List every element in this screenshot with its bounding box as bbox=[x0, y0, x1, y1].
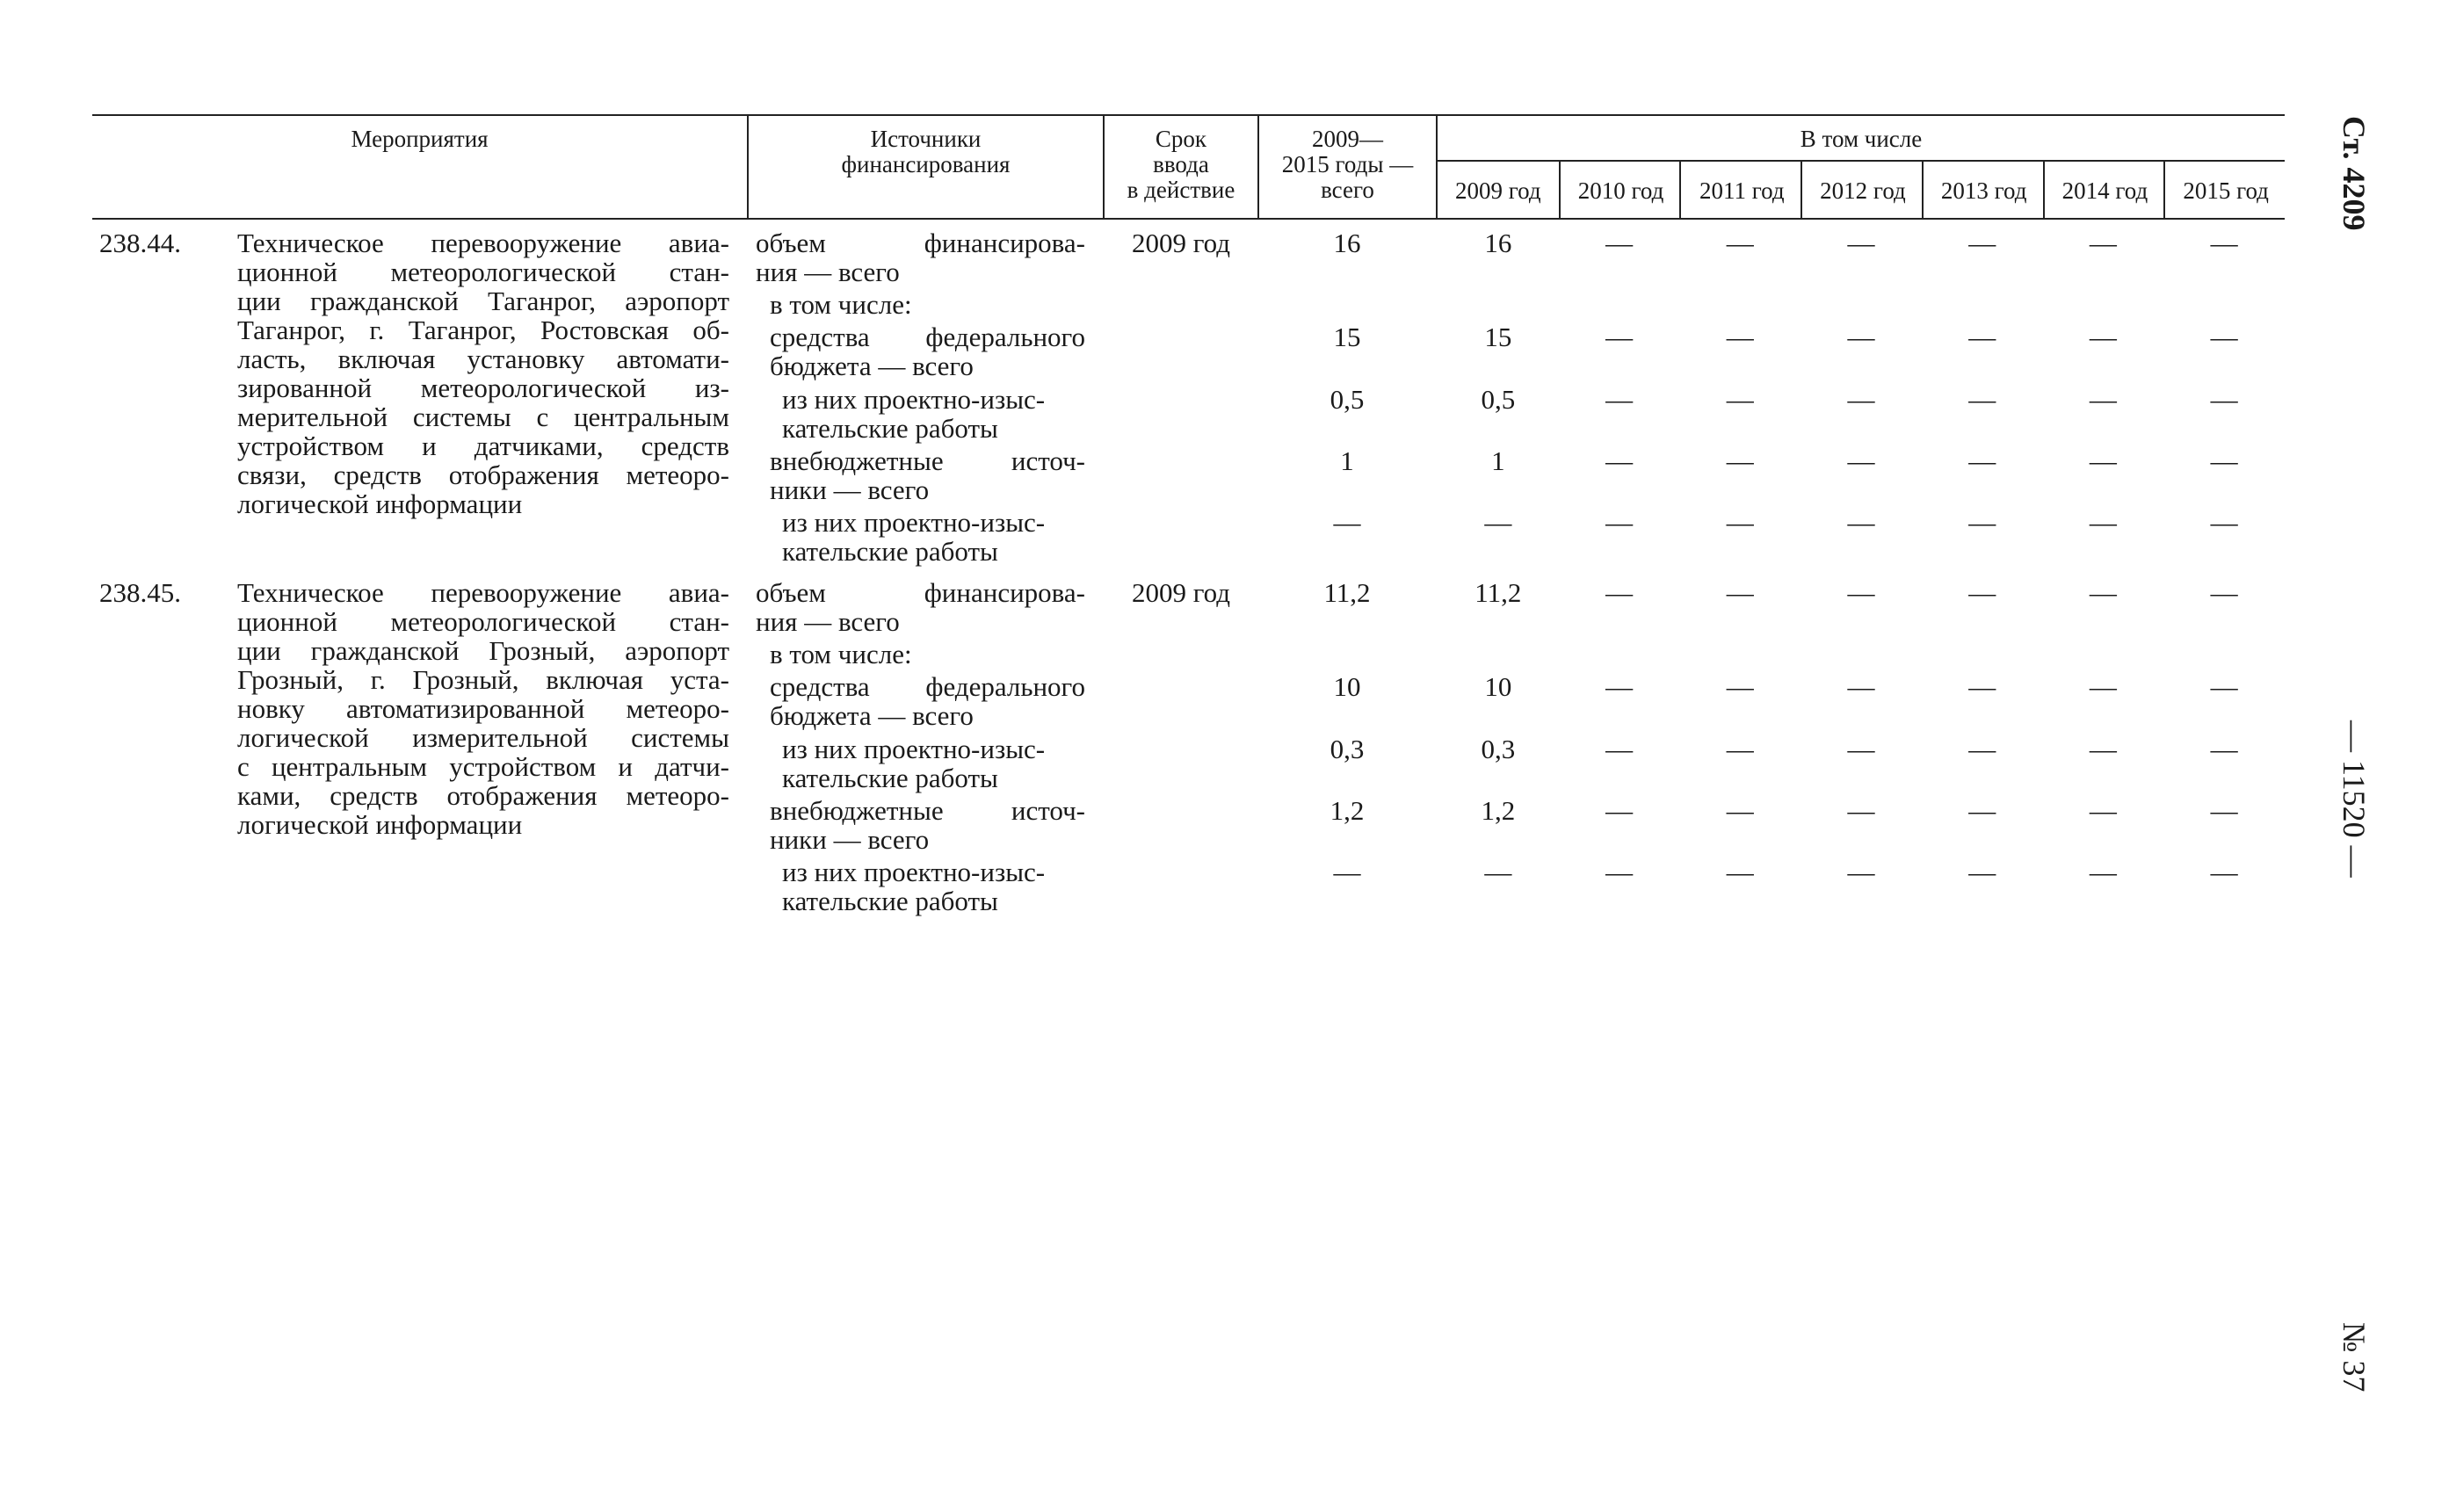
table-entry bbox=[92, 228, 2285, 578]
year-value: — bbox=[1484, 507, 1512, 538]
total-value: — bbox=[1333, 507, 1361, 538]
description-line: ками, средств отображения метеоро- bbox=[237, 780, 729, 811]
year-value: — bbox=[1968, 322, 1996, 352]
year-value: — bbox=[1847, 577, 1875, 608]
year-value: — bbox=[1968, 857, 1996, 887]
description-line: ласть, включая установку автомати- bbox=[237, 344, 729, 374]
header-sources bbox=[749, 116, 1103, 218]
source-line bbox=[770, 322, 1085, 351]
source-word: внебюджетные bbox=[770, 795, 944, 826]
table-entry bbox=[92, 578, 2285, 930]
source-line bbox=[756, 228, 1085, 257]
year-value: — bbox=[1726, 228, 1754, 258]
source-line: кательские работы bbox=[782, 886, 998, 916]
year-value: — bbox=[2089, 795, 2117, 826]
year-value: — bbox=[2089, 445, 2117, 476]
page-number: — 11520 — bbox=[2337, 720, 2372, 878]
source-word: средства bbox=[770, 671, 870, 702]
year-value: 0,3 bbox=[1481, 734, 1516, 764]
entry-number: 238.45. bbox=[99, 577, 181, 608]
year-value: — bbox=[2089, 734, 2117, 764]
year-value: — bbox=[2210, 507, 2238, 538]
description-line: мерительной системы с центральным bbox=[237, 402, 729, 432]
header-year: 2015 год bbox=[2163, 162, 2286, 220]
year-value: — bbox=[1847, 322, 1875, 352]
year-value: — bbox=[1605, 445, 1634, 476]
header-activities bbox=[92, 116, 747, 218]
header-term bbox=[1105, 116, 1257, 218]
source-word: федерального bbox=[925, 322, 1085, 352]
article-number: Ст. 4209 bbox=[2337, 116, 2372, 231]
header-year: 2010 год bbox=[1559, 162, 1682, 220]
year-value: — bbox=[1605, 384, 1634, 415]
description-line: Грозный, г. Грозный, включая уста- bbox=[237, 664, 729, 695]
header-year: 2011 год bbox=[1679, 162, 1802, 220]
header-term-line: Срок bbox=[1155, 126, 1207, 152]
year-value: — bbox=[1726, 507, 1754, 538]
year-value: — bbox=[2210, 228, 2238, 258]
total-value: 0,5 bbox=[1330, 384, 1365, 415]
source-word: объем bbox=[756, 228, 826, 258]
total-value: 1,2 bbox=[1330, 795, 1365, 826]
year-value: 16 bbox=[1484, 228, 1512, 258]
year-value: — bbox=[1726, 671, 1754, 702]
description-line: ционной метеорологической стан- bbox=[237, 257, 729, 287]
year-value: — bbox=[1847, 384, 1875, 415]
year-value: — bbox=[1847, 445, 1875, 476]
year-value: — bbox=[2210, 384, 2238, 415]
year-value: — bbox=[1847, 507, 1875, 538]
year-value: — bbox=[1726, 322, 1754, 352]
header-total bbox=[1259, 116, 1436, 218]
year-value: — bbox=[1726, 734, 1754, 764]
year-value: — bbox=[2089, 228, 2117, 258]
year-value: — bbox=[1726, 445, 1754, 476]
year-value: — bbox=[1605, 507, 1634, 538]
header-year: 2009 год bbox=[1455, 177, 1541, 204]
total-value: 0,3 bbox=[1330, 734, 1365, 764]
source-line: кательские работы bbox=[782, 413, 998, 444]
year-value: — bbox=[1605, 857, 1634, 887]
source-line bbox=[770, 796, 1085, 825]
header-including: В том числе bbox=[1800, 126, 1923, 152]
year-value: — bbox=[1605, 228, 1634, 258]
header-term-line: ввода bbox=[1153, 151, 1209, 177]
header-year: 2012 год bbox=[1801, 162, 1924, 220]
source-line: бюджета — всего bbox=[770, 351, 974, 381]
description-line: Техническое перевооружение авиа- bbox=[237, 228, 729, 258]
year-value: — bbox=[1968, 734, 1996, 764]
source-line: из них проектно-изыс- bbox=[782, 384, 1046, 415]
year-value: — bbox=[2089, 322, 2117, 352]
total-value: 11,2 bbox=[1323, 577, 1371, 608]
year-value: — bbox=[1968, 507, 1996, 538]
year-value: — bbox=[2210, 671, 2238, 702]
description-line: устройством и датчиками, средств bbox=[237, 430, 729, 461]
description-line: с центральным устройством и датчи- bbox=[237, 751, 729, 782]
source-line: ния — всего bbox=[756, 257, 900, 287]
source-line: из них проектно-изыс- bbox=[782, 857, 1046, 887]
year-value: — bbox=[1605, 795, 1634, 826]
table-header bbox=[92, 114, 2285, 220]
year-value: — bbox=[1968, 228, 1996, 258]
source-line: кательские работы bbox=[782, 536, 998, 567]
source-line: в том числе: bbox=[770, 639, 912, 669]
year-value: — bbox=[1847, 228, 1875, 258]
year-value: 15 bbox=[1484, 322, 1512, 352]
source-word: внебюджетные bbox=[770, 445, 944, 476]
year-value: 0,5 bbox=[1481, 384, 1516, 415]
year-value: — bbox=[2089, 384, 2117, 415]
year-value: — bbox=[1605, 577, 1634, 608]
year-value: — bbox=[2089, 577, 2117, 608]
description-line: Таганрог, г. Таганрог, Ростовская об- bbox=[237, 315, 729, 345]
description-line: ции гражданской Таганрог, аэропорт bbox=[237, 286, 729, 316]
header-sources-label: Источники финансирования bbox=[841, 126, 1011, 177]
entry-term: 2009 год bbox=[1131, 577, 1231, 608]
year-value: — bbox=[1968, 795, 1996, 826]
source-line: в том числе: bbox=[770, 289, 912, 320]
source-line: бюджета — всего bbox=[770, 700, 974, 731]
entry-number: 238.44. bbox=[99, 228, 181, 258]
year-value: — bbox=[2089, 671, 2117, 702]
source-line: кательские работы bbox=[782, 763, 998, 793]
year-value: — bbox=[1968, 384, 1996, 415]
source-word: федерального bbox=[925, 671, 1085, 702]
source-line: ния — всего bbox=[756, 606, 900, 637]
year-value: — bbox=[1605, 322, 1634, 352]
source-word: финансирова- bbox=[924, 577, 1085, 608]
year-value: — bbox=[2210, 322, 2238, 352]
total-value: 10 bbox=[1333, 671, 1361, 702]
header-total-line: всего bbox=[1321, 177, 1374, 203]
description-line: логической информации bbox=[237, 809, 523, 840]
year-value: — bbox=[2210, 857, 2238, 887]
total-value: 16 bbox=[1333, 228, 1361, 258]
year-value: 11,2 bbox=[1474, 577, 1522, 608]
source-word: объем bbox=[756, 577, 826, 608]
year-value: — bbox=[1726, 795, 1754, 826]
year-value: — bbox=[1726, 384, 1754, 415]
header-total-line: 2009— bbox=[1312, 126, 1383, 152]
year-value: — bbox=[1726, 857, 1754, 887]
header-term-line: в действие bbox=[1127, 177, 1235, 203]
description-line: зированной метеорологической из- bbox=[237, 373, 729, 403]
source-line: из них проектно-изыс- bbox=[782, 734, 1046, 764]
source-line: из них проектно-изыс- bbox=[782, 507, 1046, 538]
source-word: финансирова- bbox=[924, 228, 1085, 258]
source-line: ники — всего bbox=[770, 824, 930, 855]
source-line: ники — всего bbox=[770, 474, 930, 505]
description-line: логической информации bbox=[237, 488, 523, 519]
total-value: — bbox=[1333, 857, 1361, 887]
year-value: — bbox=[1968, 445, 1996, 476]
year-value: — bbox=[2210, 577, 2238, 608]
year-value: 1 bbox=[1491, 445, 1505, 476]
total-value: 15 bbox=[1333, 322, 1361, 352]
year-value: — bbox=[2210, 734, 2238, 764]
header-year: 2013 год bbox=[1922, 162, 2045, 220]
year-value: — bbox=[1605, 734, 1634, 764]
source-word: средства bbox=[770, 322, 870, 352]
header-year: 2014 год bbox=[2043, 162, 2166, 220]
description-line: логической измерительной системы bbox=[237, 722, 729, 753]
total-value: 1 bbox=[1340, 445, 1354, 476]
year-value: — bbox=[1847, 734, 1875, 764]
description-line: ционной метеорологической стан- bbox=[237, 606, 729, 637]
header-years-row bbox=[1438, 160, 2285, 220]
description-line: новку автоматизированной метеоро- bbox=[237, 693, 729, 724]
source-word: источ- bbox=[1011, 795, 1085, 826]
year-value: — bbox=[2210, 795, 2238, 826]
year-value: — bbox=[1484, 857, 1512, 887]
source-word: источ- bbox=[1011, 445, 1085, 476]
year-value: 10 bbox=[1484, 671, 1512, 702]
description-line: ции гражданской Грозный, аэропорт bbox=[237, 635, 729, 666]
year-value: — bbox=[2089, 857, 2117, 887]
source-line bbox=[770, 672, 1085, 701]
year-value: — bbox=[1847, 857, 1875, 887]
source-line bbox=[770, 446, 1085, 475]
source-line bbox=[756, 578, 1085, 607]
header-activities-label: Мероприятия bbox=[351, 126, 489, 152]
year-value: — bbox=[1968, 577, 1996, 608]
issue-number: № 37 bbox=[2337, 1322, 2372, 1393]
year-value: — bbox=[2210, 445, 2238, 476]
description-line: Техническое перевооружение авиа- bbox=[237, 577, 729, 608]
header-total-line: 2015 годы — bbox=[1281, 151, 1414, 177]
entry-term: 2009 год bbox=[1131, 228, 1231, 258]
year-value: — bbox=[1847, 795, 1875, 826]
year-value: — bbox=[1605, 671, 1634, 702]
description-line: связи, средств отображения метеоро- bbox=[237, 459, 729, 490]
entry-description bbox=[237, 228, 729, 518]
year-value: — bbox=[1847, 671, 1875, 702]
year-value: — bbox=[1968, 671, 1996, 702]
year-value: — bbox=[1726, 577, 1754, 608]
entry-description bbox=[237, 578, 729, 839]
year-value: 1,2 bbox=[1481, 795, 1516, 826]
year-value: — bbox=[2089, 507, 2117, 538]
